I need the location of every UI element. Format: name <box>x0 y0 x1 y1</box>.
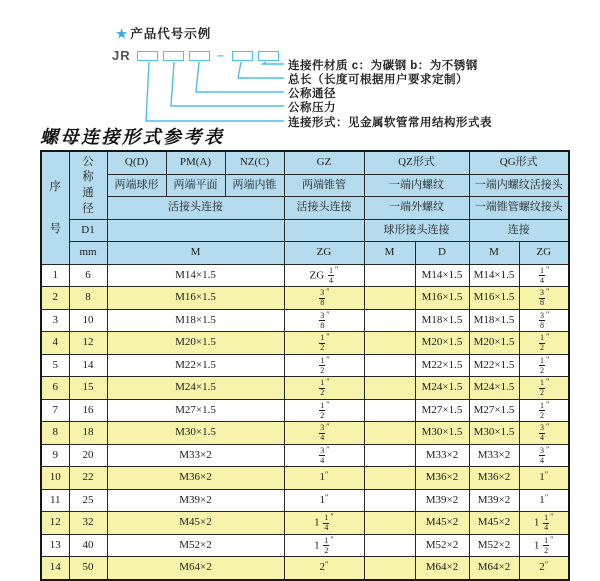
cell-m-thread: M52×2 <box>107 534 284 557</box>
table-row <box>41 512 569 535</box>
label-conn-form: 连接形式：见金属软管常用结构形式表 <box>288 117 492 129</box>
cell-qg-m: M33×2 <box>469 444 519 467</box>
cell-gz-zg: 1″ <box>284 489 364 512</box>
header-empty-gz <box>284 219 364 242</box>
cell-qz-m <box>364 512 415 535</box>
header-qz-row4: 球形接头连接 <box>364 219 469 242</box>
cell-dn: 25 <box>69 489 107 512</box>
header-row-4 <box>41 219 569 242</box>
cell-m-thread: M18×1.5 <box>107 309 284 332</box>
cell-index: 12 <box>41 512 69 535</box>
cell-qz-d: M18×1.5 <box>415 309 469 332</box>
table-row <box>41 287 569 310</box>
cell-qz-d: M36×2 <box>415 467 469 490</box>
cell-gz-zg: $\frac{1}{2}$ ″ <box>284 354 364 377</box>
cell-qz-d: M30×1.5 <box>415 422 469 445</box>
cell-qz-d: M64×2 <box>415 557 469 580</box>
cell-m-thread: M22×1.5 <box>107 354 284 377</box>
cell-qg-m: M39×2 <box>469 489 519 512</box>
table-row <box>41 422 569 445</box>
cell-qg-m: M36×2 <box>469 467 519 490</box>
cell-qz-m <box>364 489 415 512</box>
cell-gz-zg: 1 $\frac{1}{2}$ ″ <box>284 534 364 557</box>
cell-index: 11 <box>41 489 69 512</box>
cell-qz-d: M14×1.5 <box>415 264 469 287</box>
cell-index: 1 <box>41 264 69 287</box>
table-row <box>41 377 569 400</box>
cell-gz-zg: $\frac{1}{2}$ ″ <box>284 399 364 422</box>
diagram-title: 产品代号示例 <box>130 27 212 41</box>
cell-qz-m <box>364 309 415 332</box>
header-qpmnz-unit: M <box>107 242 284 265</box>
cell-gz-zg: 1″ <box>284 467 364 490</box>
cell-qg-m: M64×2 <box>469 557 519 580</box>
cell-qg-m: M16×1.5 <box>469 287 519 310</box>
cell-qg-zg: $\frac{1}{4}$ ″ <box>519 264 569 287</box>
header-qpmnz-conn: 活接头连接 <box>107 197 284 220</box>
cell-dn: 6 <box>69 264 107 287</box>
cell-qg-m: M27×1.5 <box>469 399 519 422</box>
header-gz-conn: 活接头连接 <box>284 197 364 220</box>
header-gongchengtongjing: 公 称 通 径 <box>69 151 107 219</box>
cell-qz-d: M27×1.5 <box>415 399 469 422</box>
cell-dn: 14 <box>69 354 107 377</box>
cell-gz-zg: $\frac{3}{8}$ ″ <box>284 287 364 310</box>
header-gz-code: GZ <box>284 151 364 174</box>
header-qg-row4: 连接 <box>469 219 569 242</box>
header-q-code: Q(D) <box>107 151 166 174</box>
cell-index: 2 <box>41 287 69 310</box>
cell-qg-zg: $\frac{1}{2}$ ″ <box>519 354 569 377</box>
header-qz-row2: 一端内螺纹 <box>364 174 469 197</box>
cell-dn: 22 <box>69 467 107 490</box>
cell-index: 14 <box>41 557 69 580</box>
table-row <box>41 264 569 287</box>
cell-qg-m: M18×1.5 <box>469 309 519 332</box>
cell-m-thread: M20×1.5 <box>107 332 284 355</box>
cell-qz-m <box>364 332 415 355</box>
label-length: 总长（长度可根据用户要求定制） <box>288 74 468 86</box>
header-row-3 <box>41 197 569 220</box>
cell-qg-zg: 1 $\frac{1}{2}$ ″ <box>519 534 569 557</box>
header-qz-code: QZ形式 <box>364 151 469 174</box>
table-row <box>41 399 569 422</box>
cell-dn: 50 <box>69 557 107 580</box>
cell-dn: 32 <box>69 512 107 535</box>
code-box-4 <box>232 51 253 61</box>
cell-index: 7 <box>41 399 69 422</box>
cell-qz-d: M45×2 <box>415 512 469 535</box>
cell-qg-m: M52×2 <box>469 534 519 557</box>
cell-qz-m <box>364 467 415 490</box>
table-row <box>41 467 569 490</box>
cell-dn: 18 <box>69 422 107 445</box>
cell-qz-m <box>364 287 415 310</box>
cell-qz-m <box>364 534 415 557</box>
header-row-1 <box>41 151 569 174</box>
cell-qz-d: M52×2 <box>415 534 469 557</box>
cell-index: 10 <box>41 467 69 490</box>
cell-qz-d: M20×1.5 <box>415 332 469 355</box>
table-row <box>41 354 569 377</box>
table-row <box>41 444 569 467</box>
cell-dn: 10 <box>69 309 107 332</box>
header-qz-row3: 一端外螺纹 <box>364 197 469 220</box>
code-dash: – <box>217 47 224 62</box>
cell-index: 5 <box>41 354 69 377</box>
header-xuhao: 序 号 <box>41 151 69 264</box>
cell-qz-m <box>364 377 415 400</box>
cell-qz-d: M39×2 <box>415 489 469 512</box>
cell-m-thread: M36×2 <box>107 467 284 490</box>
cell-index: 4 <box>41 332 69 355</box>
code-box-5 <box>258 51 279 61</box>
label-material: 连接件材质 c：为碳钢 b：为不锈钢 <box>288 60 478 72</box>
header-pm-code: PM(A) <box>166 151 225 174</box>
cell-dn: 8 <box>69 287 107 310</box>
cell-index: 3 <box>41 309 69 332</box>
cell-m-thread: M64×2 <box>107 557 284 580</box>
cell-gz-zg: $\frac{3}{4}$ ″ <box>284 422 364 445</box>
star-icon: ★ <box>116 27 129 41</box>
cell-qz-d: M16×1.5 <box>415 287 469 310</box>
cell-index: 8 <box>41 422 69 445</box>
cell-qg-m: M22×1.5 <box>469 354 519 377</box>
product-code-diagram <box>0 0 600 132</box>
cell-dn: 15 <box>69 377 107 400</box>
cell-qg-m: M30×1.5 <box>469 422 519 445</box>
header-qg-code: QG形式 <box>469 151 569 174</box>
cell-qg-zg: $\frac{3}{8}$ ″ <box>519 309 569 332</box>
cell-qg-m: M20×1.5 <box>469 332 519 355</box>
cell-qg-zg: $\frac{1}{2}$ ″ <box>519 332 569 355</box>
cell-qz-m <box>364 264 415 287</box>
cell-qz-m <box>364 422 415 445</box>
table-row <box>41 557 569 580</box>
cell-qz-d: M22×1.5 <box>415 354 469 377</box>
cell-m-thread: M27×1.5 <box>107 399 284 422</box>
header-d1: D1 <box>69 219 107 242</box>
cell-qz-m <box>364 444 415 467</box>
cell-m-thread: M14×1.5 <box>107 264 284 287</box>
cell-qz-d: M33×2 <box>415 444 469 467</box>
cell-index: 13 <box>41 534 69 557</box>
code-box-3 <box>189 51 210 61</box>
cell-index: 9 <box>41 444 69 467</box>
header-row-2 <box>41 174 569 197</box>
header-qz-unit-d: D <box>415 242 469 265</box>
cell-m-thread: M39×2 <box>107 489 284 512</box>
header-nz-code: NZ(C) <box>225 151 284 174</box>
cell-qz-m <box>364 354 415 377</box>
cell-qg-zg: $\frac{1}{2}$ ″ <box>519 399 569 422</box>
header-empty-qpmnz <box>107 219 284 242</box>
cell-qg-zg: 1″ <box>519 467 569 490</box>
table-title: 螺母连接形式参考表 <box>40 127 225 147</box>
cell-index: 6 <box>41 377 69 400</box>
code-boxes-row <box>112 48 284 63</box>
cell-gz-zg: $\frac{3}{8}$ ″ <box>284 309 364 332</box>
cell-qg-zg: 2″ <box>519 557 569 580</box>
table-row <box>41 489 569 512</box>
diagram-heading <box>116 24 211 42</box>
code-box-2 <box>163 51 184 61</box>
header-row-5 <box>41 242 569 265</box>
cell-m-thread: M30×1.5 <box>107 422 284 445</box>
cell-m-thread: M16×1.5 <box>107 287 284 310</box>
cell-gz-zg: ZG $\frac{1}{4}$ ″ <box>284 264 364 287</box>
cell-qg-zg: 1″ <box>519 489 569 512</box>
header-gz-unit: ZG <box>284 242 364 265</box>
header-pm-ends: 两端平面 <box>166 174 225 197</box>
label-diameter: 公称通径 <box>288 88 336 100</box>
code-box-1 <box>137 51 158 61</box>
table-row <box>41 534 569 557</box>
header-nz-ends: 两端内锥 <box>225 174 284 197</box>
header-qg-unit-zg: ZG <box>519 242 569 265</box>
header-q-ends: 两端球形 <box>107 174 166 197</box>
cell-dn: 16 <box>69 399 107 422</box>
cell-qg-m: M24×1.5 <box>469 377 519 400</box>
header-qg-unit-m: M <box>469 242 519 265</box>
table-row <box>41 332 569 355</box>
cell-qg-zg: $\frac{3}{4}$ ″ <box>519 444 569 467</box>
cell-qg-zg: $\frac{1}{2}$ ″ <box>519 377 569 400</box>
cell-gz-zg: 1 $\frac{1}{4}$ ″ <box>284 512 364 535</box>
cell-qg-m: M45×2 <box>469 512 519 535</box>
table-body <box>41 264 569 580</box>
cell-qg-zg: $\frac{3}{8}$ ″ <box>519 287 569 310</box>
cell-dn: 40 <box>69 534 107 557</box>
cell-qz-m <box>364 557 415 580</box>
cell-gz-zg: $\frac{1}{2}$ ″ <box>284 377 364 400</box>
label-pressure: 公称压力 <box>288 102 336 114</box>
header-qg-row3: 一端锥管螺纹接头 <box>469 197 569 220</box>
cell-dn: 20 <box>69 444 107 467</box>
cell-gz-zg: $\frac{3}{4}$ ″ <box>284 444 364 467</box>
nut-connection-table <box>40 150 570 581</box>
cell-qz-d: M24×1.5 <box>415 377 469 400</box>
cell-qg-m: M14×1.5 <box>469 264 519 287</box>
cell-m-thread: M33×2 <box>107 444 284 467</box>
table-row <box>41 309 569 332</box>
header-gz-ends: 两端锥管 <box>284 174 364 197</box>
cell-dn: 12 <box>69 332 107 355</box>
cell-qz-m <box>364 399 415 422</box>
header-mm: mm <box>69 242 107 265</box>
header-qg-row2: 一端内螺纹活接头 <box>469 174 569 197</box>
cell-m-thread: M24×1.5 <box>107 377 284 400</box>
cell-qg-zg: $\frac{3}{4}$ ″ <box>519 422 569 445</box>
code-prefix: JR <box>112 48 131 63</box>
cell-m-thread: M45×2 <box>107 512 284 535</box>
cell-gz-zg: 2″ <box>284 557 364 580</box>
cell-qg-zg: 1 $\frac{1}{4}$ ″ <box>519 512 569 535</box>
header-qz-unit-m: M <box>364 242 415 265</box>
cell-gz-zg: $\frac{1}{2}$ ″ <box>284 332 364 355</box>
